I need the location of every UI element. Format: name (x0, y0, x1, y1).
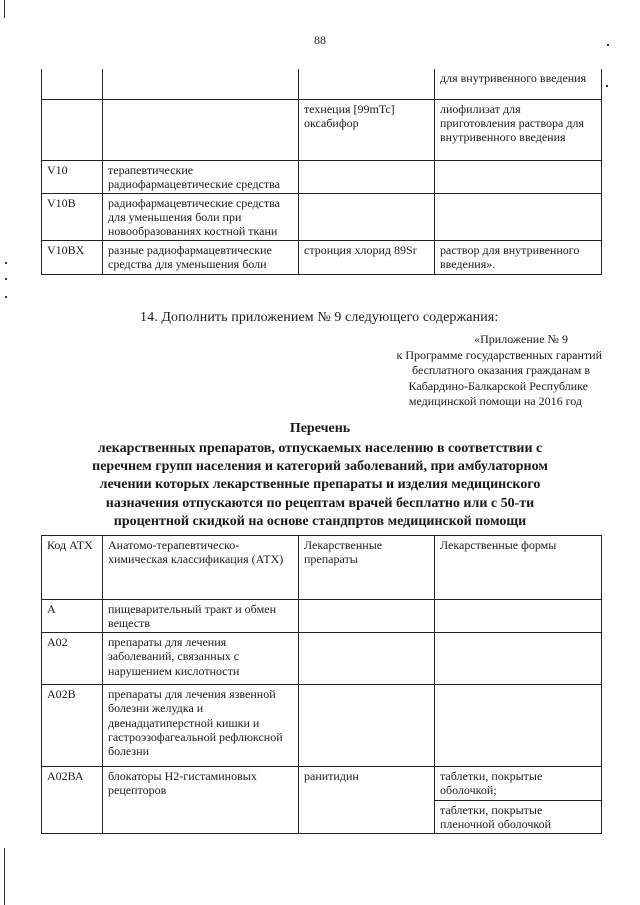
table-cell (103, 69, 299, 99)
table-cell (299, 160, 435, 193)
table-cell: для внутривенного введения (435, 69, 602, 99)
table-cell (435, 600, 602, 633)
table-header-cell: Лекарственные препараты (299, 536, 435, 600)
table-cell (299, 685, 435, 767)
table-row (42, 193, 602, 240)
table-cell (103, 99, 299, 160)
table-cell (299, 633, 435, 685)
table-cell: А02В (42, 685, 103, 767)
margin-dot (5, 296, 7, 298)
table-cell: таблетки, покрытые пленочной оболочкой (435, 800, 602, 833)
table-row (42, 99, 602, 160)
margin-dot (5, 278, 7, 280)
annex-line: медицинской помощи на 2016 год (408, 394, 582, 409)
table-cell: пищеварительный тракт и обмен веществ (103, 600, 299, 633)
table-header-cell: Лекарственные формы (435, 536, 602, 600)
annex-line: к Программе государственных гарантий (396, 347, 602, 362)
page-number: 88 (314, 33, 326, 47)
table-row (42, 685, 602, 767)
left-margin-mark-top (4, 0, 5, 18)
table-row (42, 600, 602, 633)
margin-dot (607, 44, 609, 46)
table-cell: блокаторы Н2-гистаминовых рецепторов (103, 767, 299, 834)
table-row (42, 767, 602, 800)
paragraph-14: 14. Дополнить приложением № 9 следующего содержания: (140, 310, 499, 325)
table-cell: ранитидин (299, 767, 435, 834)
list-title: Перечень (289, 421, 351, 436)
annex-line: Кабардино-Балкарской Республике (408, 378, 588, 393)
table-cell: терапевтические радиофармацевтические средства (103, 160, 299, 193)
table-cell: V10B (42, 193, 103, 240)
table-row (42, 160, 602, 193)
table-cell (299, 600, 435, 633)
table-cell (435, 193, 602, 240)
table-row (42, 241, 602, 274)
table-cell (299, 69, 435, 99)
list-subtitle: лекарственных препаратов, отпускаемых населению в соответствии с перечнем групп населения и категорий заболеваний, при амбулаторном лечении которых лекарственные препараты и изделия медицинского назначения отпускаются по рецептам врачей бесплатно или с 50-ти процентной скидкой на основе стандпртов медицинской помощи (92, 441, 548, 529)
table-row (42, 69, 602, 99)
table-cell (42, 69, 103, 99)
table-cell: таблетки, покрытые оболочкой; (435, 767, 602, 800)
table-cell: препараты для лечения язвенной болезни желудка и двенадцатиперстной кишки и гастроэзофагеальной рефлюксной болезни (103, 685, 299, 767)
table-cell: А (42, 600, 103, 633)
continuation-table (41, 69, 602, 275)
table-cell: А02 (42, 633, 103, 685)
table-cell (299, 193, 435, 240)
table-cell: V10 (42, 160, 103, 193)
table-cell: А02ВА (42, 767, 103, 834)
table-header-cell: Код АТХ (42, 536, 103, 600)
table-cell: лиофилизат для приготовления раствора для внутривенного введения (435, 99, 602, 160)
table-cell: разные радиофармацевтические средства для уменьшения боли (103, 241, 299, 274)
table-cell: стронция хлорид 89Sr (299, 241, 435, 274)
margin-dot (606, 85, 608, 87)
medication-table (41, 535, 602, 834)
annex-header (332, 332, 602, 410)
annex-line: «Приложение № 9 (474, 332, 568, 346)
table-cell: радиофармацевтические средства для уменьшения боли при новообразованиях костной ткани (103, 193, 299, 240)
table-cell: технеция [99mTc] оксабифор (299, 99, 435, 160)
left-margin-mark-bottom (4, 848, 5, 905)
table-header-row (42, 536, 602, 600)
table-cell (435, 685, 602, 767)
table-cell: раствор для внутривенного введения». (435, 241, 602, 274)
table-cell: V10BX (42, 241, 103, 274)
table-cell: препараты для лечения заболеваний, связанных с нарушением кислотности (103, 633, 299, 685)
table-header-cell: Анатомо-терапевтическо-химическая классификация (АТХ) (103, 536, 299, 600)
annex-line: бесплатного оказания гражданам в (412, 363, 590, 378)
table-row (42, 633, 602, 685)
margin-dot (5, 262, 7, 264)
table-cell (435, 160, 602, 193)
table-cell (42, 99, 103, 160)
table-cell (435, 633, 602, 685)
